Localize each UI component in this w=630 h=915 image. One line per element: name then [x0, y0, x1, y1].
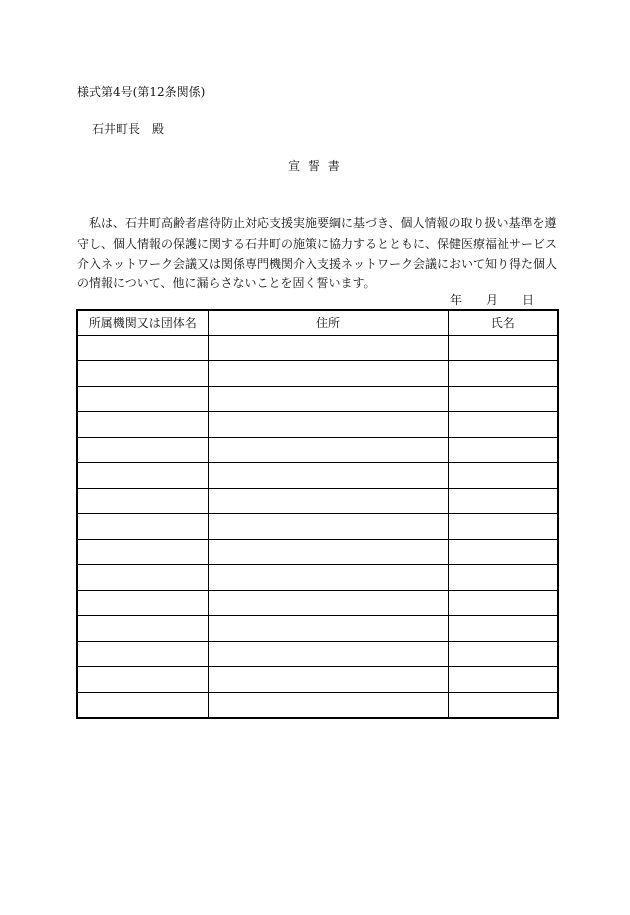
name-cell	[448, 565, 558, 591]
organization-cell	[77, 412, 208, 438]
name-cell	[448, 488, 558, 514]
organization-cell	[77, 692, 208, 718]
name-cell	[448, 590, 558, 616]
name-cell	[448, 667, 558, 693]
table-row	[77, 667, 558, 693]
address-cell	[208, 590, 448, 616]
table-row	[77, 641, 558, 667]
table-row	[77, 437, 558, 463]
body-line: 介入ネットワーク会議又は関係専門機関介入支援ネットワーク会議において知り得た個人	[77, 257, 558, 271]
address-cell	[208, 667, 448, 693]
date-line: 年 月 日	[450, 293, 535, 307]
body-line: 守し、個人情報の保護に関する石井町の施策に協力するとともに、保健医療福祉サービス	[77, 237, 558, 251]
body-line: 私は、石井町高齢者虐待防止対応支援実施要綱に基づき、個人情報の取り扱い基準を遵	[77, 216, 557, 230]
name-cell	[448, 361, 558, 387]
header-organization: 所属機関又は団体名	[77, 310, 208, 335]
organization-cell	[77, 565, 208, 591]
organization-cell	[77, 514, 208, 540]
organization-cell	[77, 463, 208, 489]
name-cell	[448, 463, 558, 489]
table-header-row	[77, 310, 558, 335]
name-cell	[448, 437, 558, 463]
addressee: 石井町長 殿	[92, 122, 165, 136]
name-cell	[448, 641, 558, 667]
header-address: 住所	[208, 310, 448, 335]
name-cell	[448, 412, 558, 438]
table-row	[77, 616, 558, 642]
organization-cell	[77, 616, 208, 642]
table-row	[77, 386, 558, 412]
organization-cell	[77, 335, 208, 361]
address-cell	[208, 539, 448, 565]
table-row	[77, 514, 558, 540]
header-name: 氏名	[448, 310, 558, 335]
organization-cell	[77, 667, 208, 693]
table-row	[77, 463, 558, 489]
document-title: 宣 誓 書	[288, 159, 342, 173]
table-row	[77, 361, 558, 387]
address-cell	[208, 412, 448, 438]
name-cell	[448, 539, 558, 565]
table-row	[77, 412, 558, 438]
table-row	[77, 335, 558, 361]
address-cell	[208, 488, 448, 514]
address-cell	[208, 386, 448, 412]
name-cell	[448, 335, 558, 361]
address-cell	[208, 692, 448, 718]
organization-cell	[77, 488, 208, 514]
signature-table	[76, 309, 559, 719]
address-cell	[208, 565, 448, 591]
address-cell	[208, 361, 448, 387]
address-cell	[208, 335, 448, 361]
address-cell	[208, 616, 448, 642]
organization-cell	[77, 590, 208, 616]
name-cell	[448, 616, 558, 642]
table-body	[77, 335, 558, 718]
address-cell	[208, 437, 448, 463]
organization-cell	[77, 386, 208, 412]
table-row	[77, 590, 558, 616]
form-number: 様式第4号(第12条関係)	[77, 85, 206, 99]
name-cell	[448, 692, 558, 718]
address-cell	[208, 514, 448, 540]
table-row	[77, 488, 558, 514]
address-cell	[208, 641, 448, 667]
organization-cell	[77, 641, 208, 667]
address-cell	[208, 463, 448, 489]
organization-cell	[77, 437, 208, 463]
table-row	[77, 565, 558, 591]
table-row	[77, 692, 558, 718]
table-row	[77, 539, 558, 565]
organization-cell	[77, 361, 208, 387]
organization-cell	[77, 539, 208, 565]
body-line: の情報について、他に漏らさないことを固く誓います。	[77, 276, 376, 290]
name-cell	[448, 514, 558, 540]
name-cell	[448, 386, 558, 412]
